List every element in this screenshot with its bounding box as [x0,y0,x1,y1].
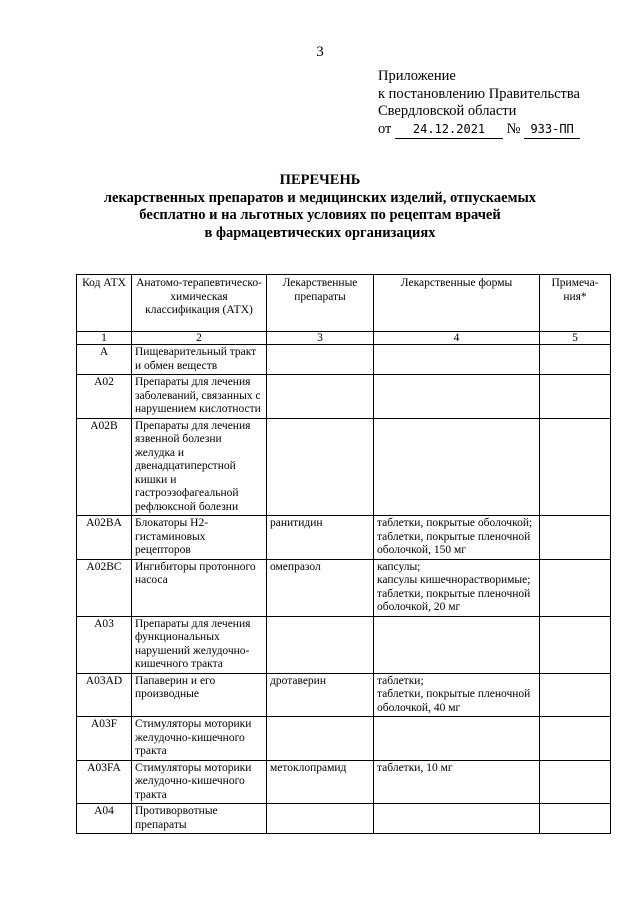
dosage-forms [374,345,540,375]
atc-classification: Блокаторы H2-гистаминовых рецепторов [132,516,267,560]
dosage-forms [374,375,540,419]
dosage-form-line: таблетки, покрытые пленочной оболочкой, 150 мг [377,530,531,556]
atc-classification: Препараты для лечения язвенной болезни желудка и двенадцатиперстной кишки и гастроэзофагеальной рефлюксной болезни [132,418,267,516]
atc-classification: Препараты для лечения заболеваний, связанных с нарушением кислотности [132,375,267,419]
dosage-form-line: капсулы кишечнорастворимые; [377,574,531,586]
table-row [77,717,611,761]
table-row [77,375,611,419]
atc-classification: Ингибиторы протонного насоса [132,559,267,616]
dosage-forms [374,673,540,717]
dosage-form-line: таблетки, покрытые пленочной оболочкой, 40 мг [377,688,531,714]
document-title [0,172,640,242]
drug-name [267,804,374,834]
drug-name [267,616,374,673]
dosage-form-line: таблетки, 10 мг [377,761,453,774]
atc-classification: Пищеварительный тракт и обмен веществ [132,345,267,375]
table-row [77,516,611,560]
note [540,516,611,560]
note [540,717,611,761]
atc-code: A02 [77,375,132,419]
title-line-2: бесплатно и на льготных условиях по рецептам врачей [139,207,501,223]
drug-name [267,375,374,419]
appendix-date-line [378,121,580,140]
table-header-row [77,275,611,332]
table-body [77,345,611,834]
document-date: 24.12.2021 [395,121,503,140]
atc-code: A02B [77,418,132,516]
note [540,804,611,834]
atc-code: A [77,345,132,375]
atc-code: A03F [77,717,132,761]
atc-classification: Стимуляторы моторики желудочно-кишечного тракта [132,717,267,761]
appendix-resolution: к постановлению Правительства [378,85,580,102]
column-number: 5 [540,332,611,345]
page-number: 3 [316,44,324,60]
header-forms: Лекарственные формы [374,275,540,332]
note [540,418,611,516]
drug-name: ранитидин [267,516,374,560]
atc-code: A03FA [77,760,132,804]
dosage-form-line: таблетки, покрытые оболочкой; [377,517,533,529]
table-row [77,673,611,717]
column-number: 4 [374,332,540,345]
atc-classification: Папаверин и его производные [132,673,267,717]
header-notes: Примеча-ния* [540,275,611,332]
drug-list-table [76,274,611,834]
atc-classification: Препараты для лечения функциональных нарушений желудочно-кишечного тракта [132,616,267,673]
header-drugs: Лекарственные препараты [267,275,374,332]
drug-name: дротаверин [267,673,374,717]
atc-code: A04 [77,804,132,834]
appendix-label: Приложение [378,68,456,84]
document-number: 933-ПП [524,121,580,140]
table-row [77,418,611,516]
title-line-3: в фармацевтических организациях [204,224,436,241]
drug-name [267,418,374,516]
appendix-block [378,68,580,139]
column-number: 1 [77,332,132,345]
atc-code: A02BC [77,559,132,616]
column-number-row [77,332,611,345]
note [540,375,611,419]
table-row [77,616,611,673]
dosage-forms [374,516,540,560]
dosage-forms [374,616,540,673]
table-row [77,559,611,616]
atc-classification: Противорвотные препараты [132,804,267,834]
drug-name: метоклопрамид [267,760,374,804]
number-prefix: № [506,120,521,137]
table-row [77,345,611,375]
dosage-forms [374,760,540,804]
column-number: 3 [267,332,374,345]
title-heading: ПЕРЕЧЕНЬ [279,172,361,188]
dosage-forms [374,717,540,761]
drug-name: омепразол [267,559,374,616]
table-row [77,760,611,804]
note [540,760,611,804]
appendix-region: Свердловской области [378,103,517,119]
column-number: 2 [132,332,267,345]
dosage-form-line: таблетки; [377,674,424,687]
note [540,559,611,616]
header-atc: Анатомо-терапевтическо-химическая классификация (АТХ) [132,275,267,332]
date-prefix: от [378,120,392,137]
atc-classification: Стимуляторы моторики желудочно-кишечного тракта [132,760,267,804]
dosage-forms [374,418,540,516]
drug-name [267,345,374,375]
atc-code: A02BA [77,516,132,560]
dosage-forms [374,559,540,616]
dosage-form-line: таблетки, покрытые пленочной оболочкой, 20 мг [377,587,531,613]
note [540,345,611,375]
table-row [77,804,611,834]
dosage-forms [374,804,540,834]
note [540,673,611,717]
note [540,616,611,673]
drug-name [267,717,374,761]
atc-code: A03 [77,616,132,673]
header-code: Код АТХ [77,275,132,332]
dosage-form-line: капсулы; [377,560,421,573]
atc-code: A03AD [77,673,132,717]
title-line-1: лекарственных препаратов и медицинских изделий, отпускаемых [103,189,537,206]
